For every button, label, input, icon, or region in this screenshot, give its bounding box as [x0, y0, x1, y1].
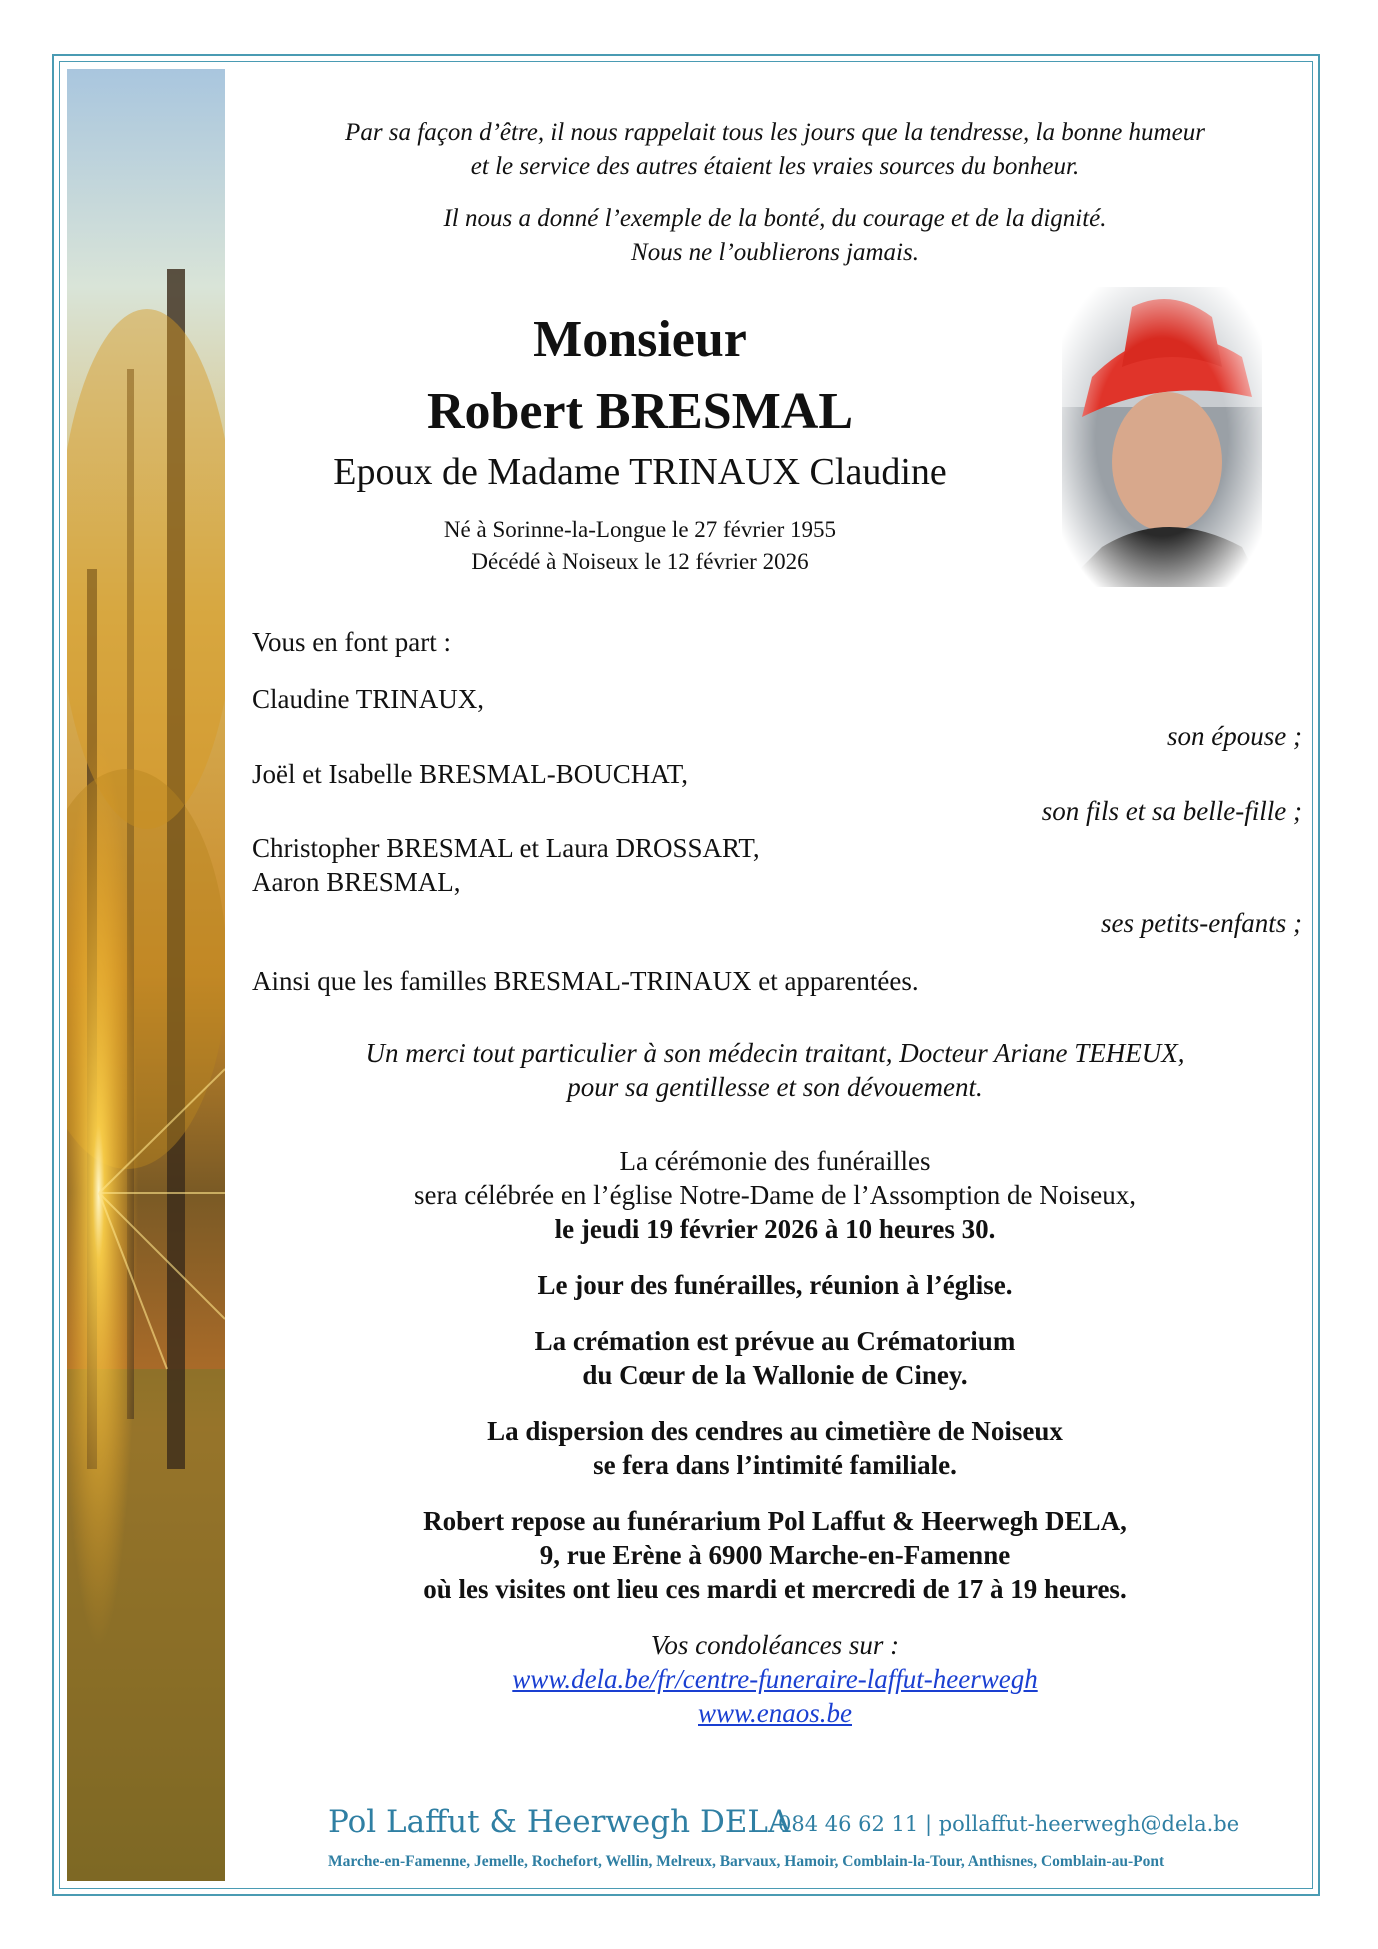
- quote-line-2: et le service des autres étaient les vraies sources du bonheur.: [470, 153, 1080, 180]
- family-name-1: Claudine TRINAUX,: [252, 684, 484, 714]
- family-others: Ainsi que les familles BRESMAL-TRINAUX et apparentées.: [252, 966, 919, 996]
- death-line: Décédé à Noiseux le 12 février 2026: [471, 549, 809, 574]
- condolences-link-enaos[interactable]: www.enaos.be: [698, 1698, 852, 1728]
- quote-line-3: Il nous a donné l’exemple de la bonté, du courage et de la dignité.: [443, 205, 1107, 232]
- cremation-line-1: La crémation est prévue au Crématorium: [534, 1326, 1016, 1356]
- ceremony-line-2: sera célébrée en l’église Notre-Dame de l’Assomption de Noiseux,: [414, 1180, 1136, 1210]
- footer-contact: 084 46 62 11 | pollaffut-heerwegh@dela.be: [778, 1812, 1240, 1836]
- family-name-4: Aaron BRESMAL,: [252, 867, 461, 897]
- autumn-forest-image: [67, 69, 225, 1881]
- thanks-line-2: pour sa gentillesse et son dévouement.: [567, 1072, 983, 1102]
- ashes-line-1: La dispersion des cendres au cimetière de Noiseux: [487, 1416, 1063, 1446]
- family-name-2: Joël et Isabelle BRESMAL-BOUCHAT,: [252, 759, 688, 789]
- spouse-line: Epoux de Madame TRINAUX Claudine: [333, 451, 947, 493]
- rest-line-3: où les visites ont lieu ces mardi et mercredi de 17 à 19 heures.: [423, 1574, 1127, 1604]
- quote-line-1: Par sa façon d’être, il nous rappelait tous les jours que la tendresse, la bonne humeur: [345, 119, 1205, 146]
- rest-line-2: 9, rue Erène à 6900 Marche-en-Famenne: [539, 1540, 1011, 1570]
- footer-places: Marche-en-Famenne, Jemelle, Rochefort, Wellin, Melreux, Barvaux, Hamoir, Comblain-la-Tour, Anthisnes, Comblain-au-Pont: [328, 1853, 1165, 1870]
- portrait-photo: [1062, 287, 1262, 587]
- quote-line-4: Nous ne l’oublierons jamais.: [631, 239, 919, 266]
- ashes-line-2: se fera dans l’intimité familiale.: [593, 1450, 957, 1480]
- ceremony-date: le jeudi 19 février 2026 à 10 heures 30.: [554, 1214, 996, 1244]
- cremation-line-2: du Cœur de la Wallonie de Ciney.: [582, 1360, 968, 1390]
- family-name-3: Christopher BRESMAL et Laura DROSSART,: [252, 833, 760, 863]
- family-relation-1: son épouse ;: [1167, 721, 1302, 751]
- title-monsieur: Monsieur: [533, 311, 747, 368]
- family-intro: Vous en font part :: [252, 627, 451, 657]
- family-relation-3: ses petits-enfants ;: [1101, 908, 1302, 938]
- thanks-line-1: Un merci tout particulier à son médecin traitant, Docteur Ariane TEHEUX,: [365, 1038, 1185, 1068]
- birth-line: Né à Sorinne-la-Longue le 27 février 1955: [443, 517, 837, 542]
- rest-line-1: Robert repose au funérarium Pol Laffut & Heerwegh DELA,: [423, 1506, 1127, 1536]
- footer-brand-logo: Pol Laffut & Heerwegh DELA: [328, 1804, 791, 1840]
- deceased-name: Robert BRESMAL: [426, 383, 854, 440]
- family-relation-2: son fils et sa belle-fille ;: [1041, 796, 1302, 826]
- meeting-line: Le jour des funérailles, réunion à l’église.: [537, 1270, 1013, 1300]
- condolences-label: Vos condoléances sur :: [650, 1630, 900, 1660]
- ceremony-line-1: La cérémonie des funérailles: [619, 1146, 931, 1176]
- condolences-link-dela[interactable]: www.dela.be/fr/centre-funeraire-laffut-heerwegh: [512, 1664, 1038, 1694]
